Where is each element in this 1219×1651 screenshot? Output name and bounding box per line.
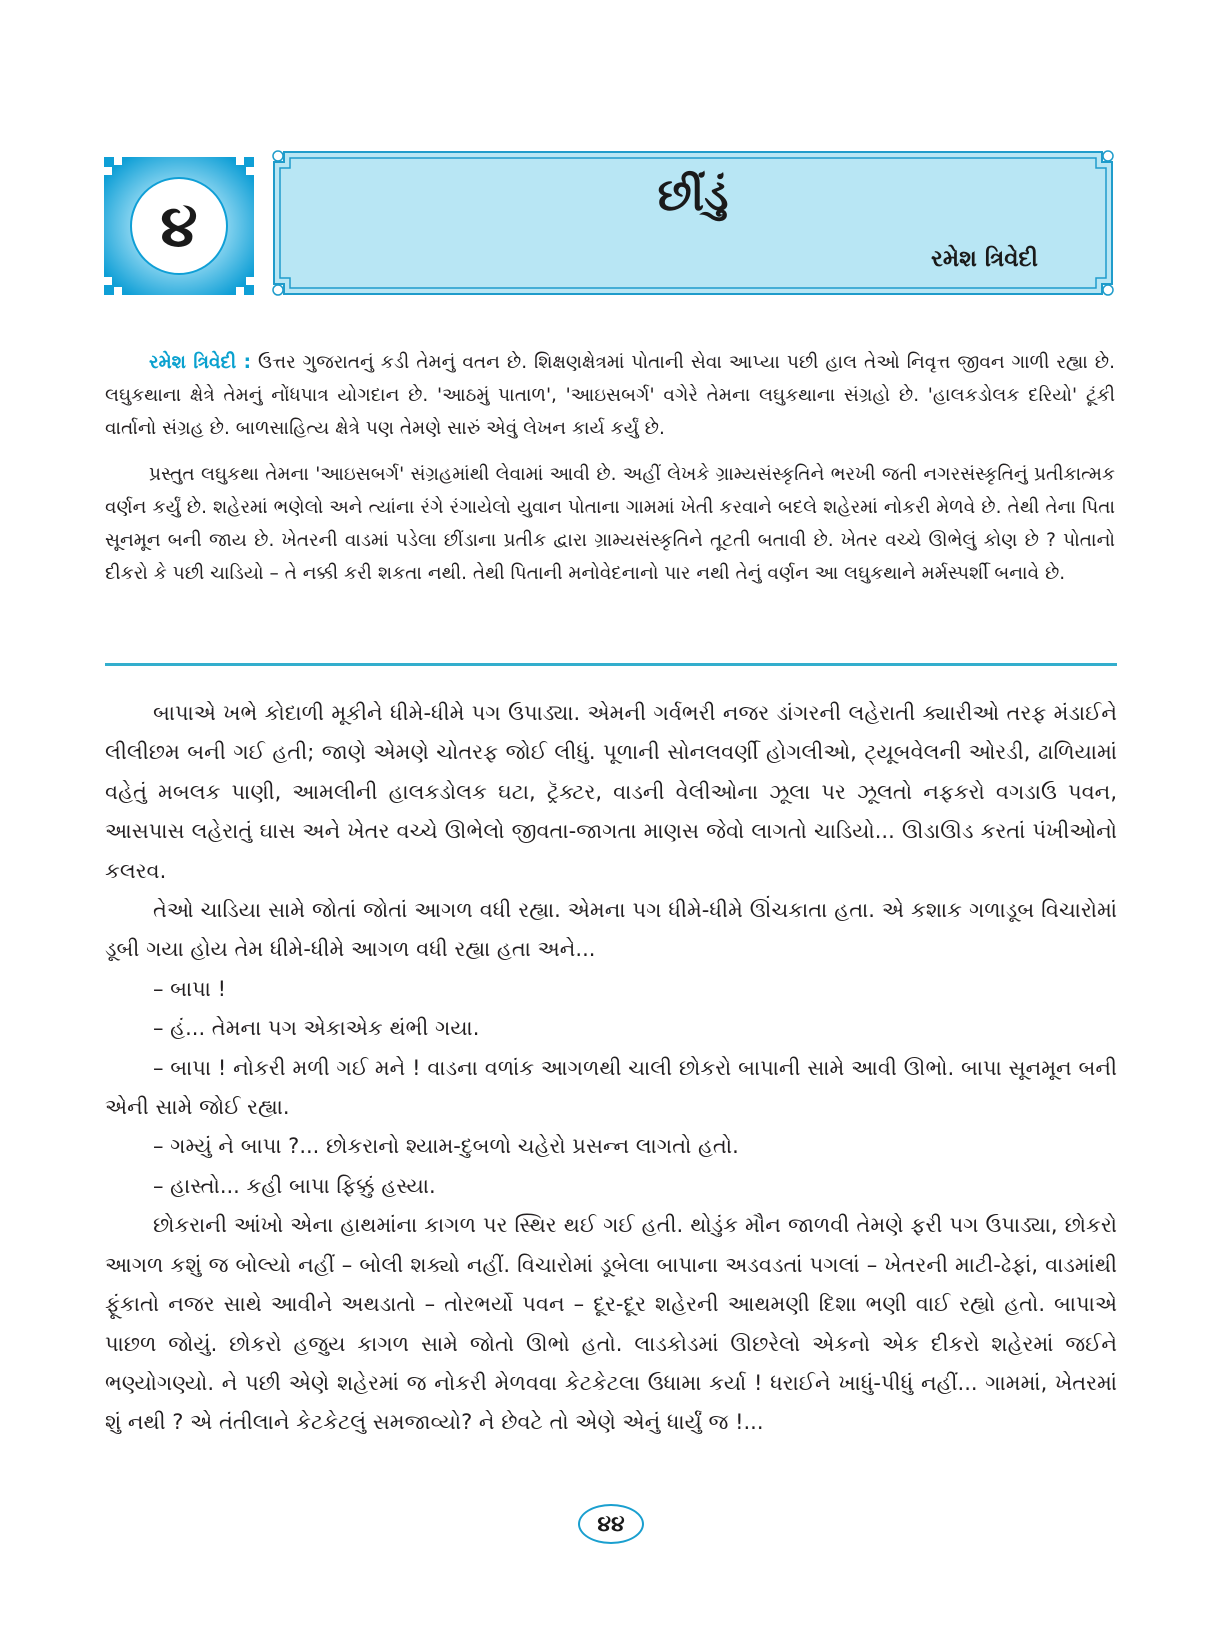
- story-summary: પ્રસ્તુત લઘુકથા તેમના 'આઇસબર્ગ' સંગ્રહમાંથી લેવામાં આવી છે. અહીં લેખકે ગ્રામ્યસંસ્કૃતિને ભરખી જતી નગરસંસ્કૃતિનું પ્રતીકાત્મક વર્ણન કર્યું છે. શહેરમાં ભણેલો અને ત્યાંના રંગે રંગાયેલો યુવાન પોતાના ગામમાં ખેતી કરવાને બદલે શહેરમાં નોકરી મેળવે છે. તેથી તેના પિતા સૂનમૂન બની જાય છે. ખેતરની વાડમાં પડેલા છીંડાના પ્રતીક દ્વારા ગ્રામ્યસંસ્કૃતિને તૂટતી બતાવી છે. ખેતર વચ્ચે ઊભેલું કોણ છે ? પોતાનો દીકરો કે પછી ચાડિયો – તે નક્કી કરી શકતા નથી. તેથી પિતાની મનોવેદનાનો પાર નથી તેનું વર્ણન આ લઘુકથાને મર્મસ્પર્શી બનાવે છે.: [105, 464, 1115, 584]
- page-number: ૪૪: [578, 1504, 644, 1544]
- author-intro: [105, 346, 1115, 603]
- story-paragraph: – હાસ્તો... કહી બાપા ફિક્કું હસ્યા.: [153, 1173, 436, 1198]
- story-paragraph: તેઓ ચાડિયા સામે જોતાં જોતાં આગળ વધી રહ્યા. એમના પગ ધીમે-ધીમે ઊંચકાતા હતા. એ કશાક ગળાડૂબ વિચારોમાં ડૂબી ગયા હોય તેમ ધીમે-ધીમે આગળ વધી રહ્યા હતા અને...: [105, 898, 1117, 962]
- section-divider: [105, 663, 1117, 666]
- story-body: [105, 694, 1117, 1443]
- story-paragraph: બાપાએ ખભે કોદાળી મૂકીને ધીમે-ધીમે પગ ઉપાડ્યા. એમની ગર્વભરી નજર ડાંગરની લહેરાતી ક્યારીઓ તરફ મંડાઈને લીલીછમ બની ગઈ હતી; જાણે એમણે ચોતરફ જોઈ લીધું. પૂળાની સોનલવર્ણી હોગલીઓ, ટ્યૂબવેલની ઓરડી, ઢાળિયામાં વહેતું મબલક પાણી, આમલીની હાલકડોલક ઘટા, ટ્રૅક્ટર, વાડની વેલીઓના ઝૂલા પર ઝૂલતો નફકરો વગડાઉ પવન, આસપાસ લહેરાતું ઘાસ અને ખેતર વચ્ચે ઊભેલો જીવતા-જાગતા માણસ જેવો લાગતો ચાડિયો... ઊડાઊડ કરતાં પંખીઓનો કલરવ.: [105, 701, 1117, 883]
- story-paragraph: – બાપા !: [153, 976, 227, 1001]
- author-bio: [105, 346, 1115, 445]
- author-label: રમેશ ત્રિવેદી :: [149, 352, 252, 373]
- story-paragraph: – ગમ્યું ને બાપા ?... છોકરાનો શ્યામ-દુબળો ચહેરો પ્રસન્ન લાગતો હતો.: [153, 1134, 739, 1159]
- story-paragraph: છોકરાની આંખો એના હાથમાંના કાગળ પર સ્થિર થઈ ગઈ હતી. થોડુંક મૌન જાળવી તેમણે ફરી પગ ઉપાડ્યા, છોકરો આગળ કશું જ બોલ્યો નહીં – બોલી શક્યો નહીં. વિચારોમાં ડૂબેલા બાપાના અડવડતાં પગલાં – ખેતરની માટી-ઢેફાં, વાડમાંથી ફૂંકાતો નજર સાથે આવીને અથડાતો – તોરભર્યો પવન – દૂર-દૂર શહેરની આથમણી દિશા ભણી વાઈ રહ્યો હતો. બાપાએ પાછળ જોયું. છોકરો હજુય કાગળ સામે જોતો ઊભો હતો. લાડકોડમાં ઊછરેલો એકનો એક દીકરો શહેરમાં જઈને ભણ્યોગણ્યો. ને પછી એણે શહેરમાં જ નોકરી મેળવવા કેટકેટલા ઉધામા કર્યા ! ધરાઈને ખાધું-પીધું નહીં... ગામમાં, ખેતરમાં શું નથી ? એ તંતીલાને કેટકેટલું સમજાવ્યો? ને છેવટે તો એણે એનું ધાર્યું જ !...: [105, 1213, 1117, 1435]
- author-name: રમેશ ત્રિવેદી: [931, 246, 1038, 272]
- chapter-number-badge: [104, 157, 254, 295]
- story-paragraph: – બાપા ! નોકરી મળી ગઈ મને ! વાડના વળાંક આગળથી ચાલી છોકરો બાપાની સામે આવી ઊભો. બાપા સૂનમૂન બની એની સામે જોઈ રહ્યા.: [105, 1055, 1117, 1120]
- author-bio-text: ઉત્તર ગુજરાતનું કડી તેમનું વતન છે. શિક્ષણક્ષેત્રમાં પોતાની સેવા આપ્યા પછી હાલ તેઓ નિવૃત્ત જીવન ગાળી રહ્યા છે. લઘુકથાના ક્ષેત્રે તેમનું નોંધપાત્ર યોગદાન છે. 'આઠમું પાતાળ', 'આઇસબર્ગ' વગેરે તેમના લઘુકથાના સંગ્રહો છે. 'હાલકડોલક દરિયો' ટૂંકી વાર્તાનો સંગ્રહ છે. બાળસાહિત્ય ક્ષેત્રે પણ તેમણે સારું એવું લેખન કાર્ય કર્યું છે.: [105, 352, 1115, 439]
- story-paragraph: – હં... તેમના પગ એકાએક થંભી ગયા.: [153, 1016, 480, 1041]
- chapter-title-box: [270, 148, 1116, 298]
- chapter-title: છીંડું: [657, 170, 729, 221]
- chapter-number: ૪: [160, 191, 198, 261]
